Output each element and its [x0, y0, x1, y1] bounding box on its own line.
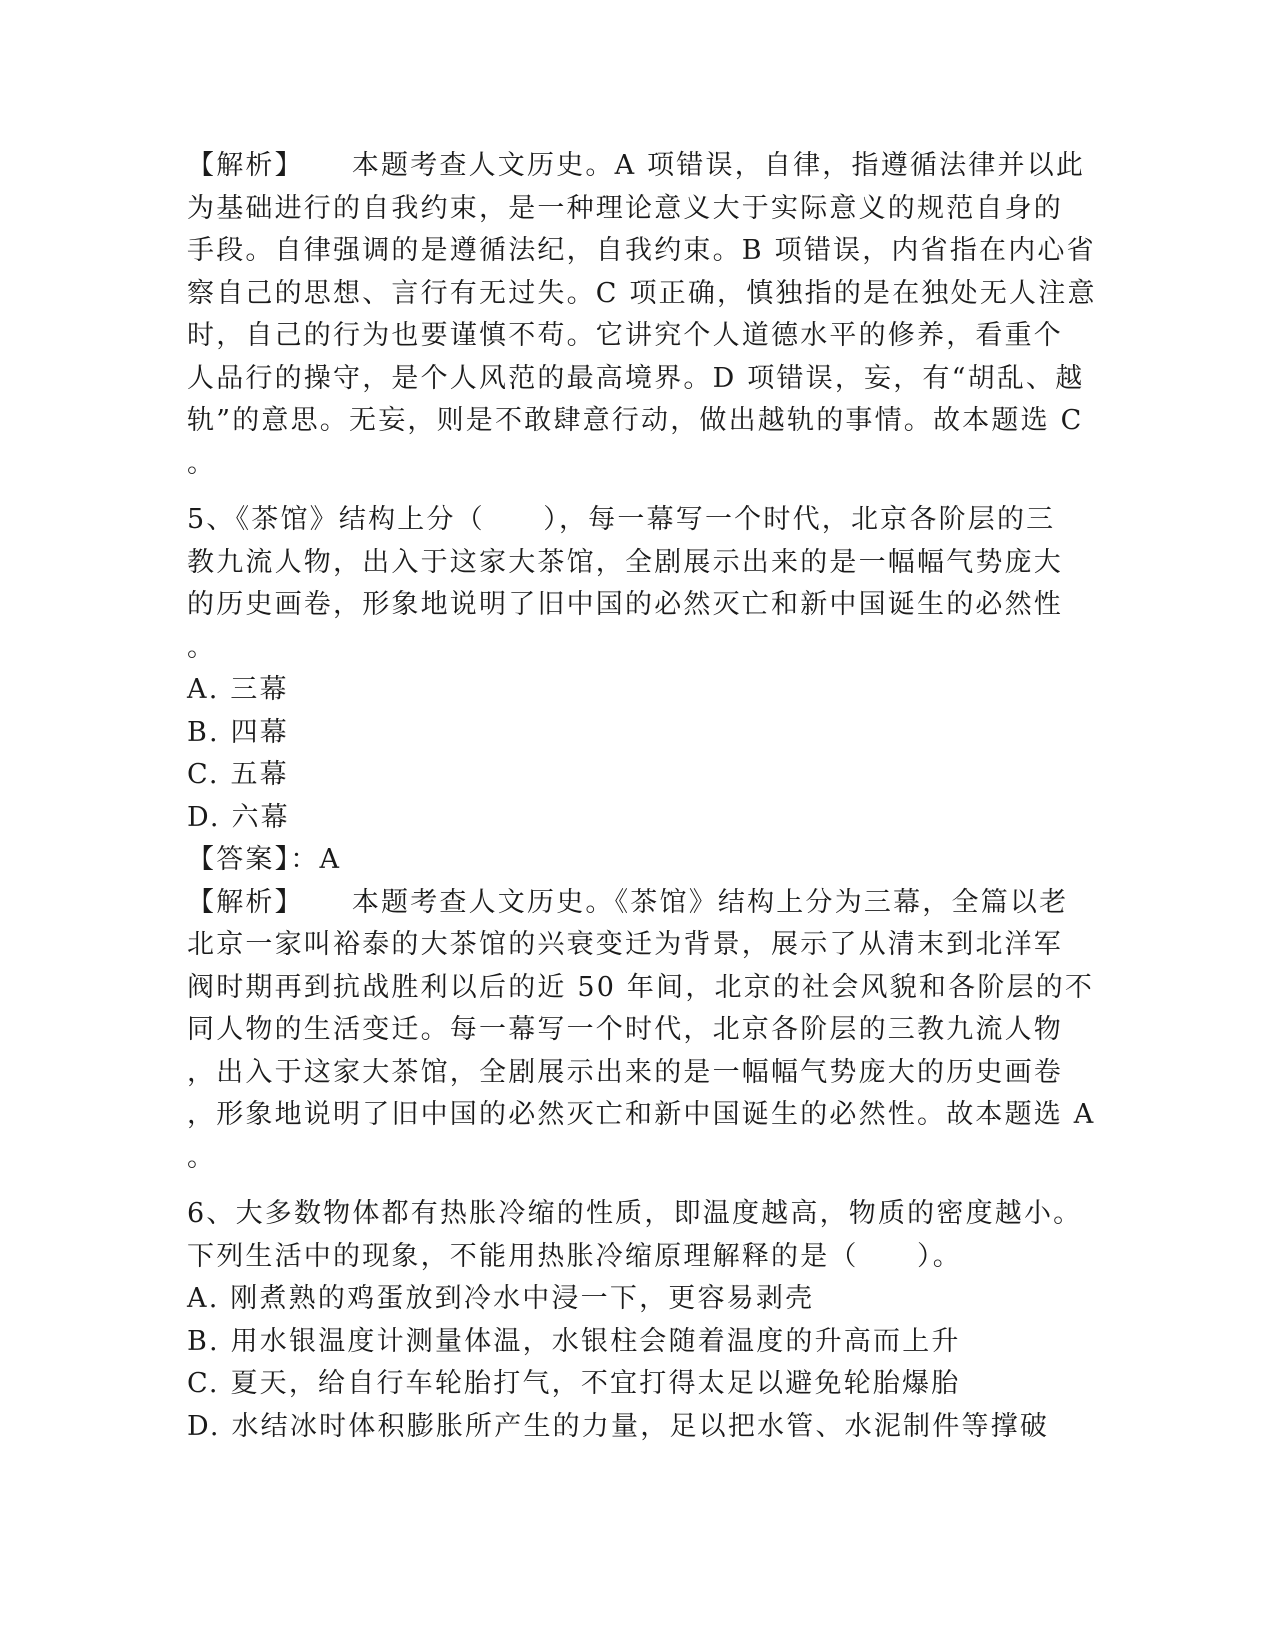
q4-analysis-line-7: 轨”的意思。无妄，则是不敢肆意行动，做出越轨的事情。故本题选 C	[187, 405, 1084, 436]
q6-option-b: B. 用水银温度计测量体温，水银柱会随着温度的升高而上升	[187, 1325, 961, 1357]
q5-stem-line-3: 的历史画卷，形象地说明了旧中国的必然灭亡和新中国诞生的必然性	[187, 589, 1063, 620]
q6-option-d: D. 水结冰时体积膨胀所产生的力量，足以把水管、水泥制件等撑破	[187, 1410, 1050, 1442]
q4-analysis	[187, 145, 1097, 485]
q5-analysis-line-4: 同人物的生活变迁。每一幕写一个时代，北京各阶层的三教九流人物	[187, 1014, 1063, 1045]
q5-analysis-line-2: 北京一家叫裕泰的大茶馆的兴衰变迁为背景，展示了从清末到北洋军	[187, 929, 1063, 960]
analysis-label: 【解析】	[187, 150, 304, 181]
q4-analysis-line-8: 。	[187, 447, 217, 479]
q5-analysis-line-5: ，出入于这家大茶馆，全剧展示出来的是一幅幅气势庞大的历史画卷	[187, 1056, 1063, 1088]
q5-analysis-line-7: 。	[187, 1141, 217, 1173]
q4-analysis-line-3: 手段。自律强调的是遵循法纪，自我约束。B 项错误，内省指在内心省	[187, 235, 1096, 266]
q4-analysis-line-6: 人品行的操守，是个人风范的最高境界。D 项错误，妄，有“胡乱、越	[187, 362, 1085, 394]
q4-analysis-line-4: 察自己的思想、言行有无过失。C 项正确，慎独指的是在独处无人注意	[187, 277, 1097, 309]
q4-analysis-line-2: 为基础进行的自我约束，是一种理论意义大于实际意义的规范自身的	[187, 192, 1063, 224]
q5-option-b: B. 四幕	[187, 716, 290, 748]
q5-stem-line-2: 教九流人物，出入于这家大茶馆，全剧展示出来的是一幅幅气势庞大	[187, 546, 1063, 578]
q5-stem-line-4: 。	[187, 631, 217, 663]
q5-answer: 【答案】：A	[187, 844, 342, 875]
q5-option-d: D. 六幕	[187, 801, 290, 833]
question-6	[187, 1193, 1087, 1448]
q5-stem-line-1: 5、《茶馆》结构上分（ ），每一幕写一个时代，北京各阶层的三	[187, 504, 1056, 535]
q5-option-a: A. 三幕	[187, 674, 289, 705]
question-5	[187, 499, 1096, 1179]
q5-analysis-line-3: 阀时期再到抗战胜利以后的近 50 年间，北京的社会风貌和各阶层的不	[187, 971, 1095, 1003]
analysis-label: 【解析】	[187, 886, 304, 918]
document-page	[187, 145, 1097, 1448]
q5-option-c: C. 五幕	[187, 759, 289, 790]
q5-analysis-line-6: ，形象地说明了旧中国的必然灭亡和新中国诞生的必然性。故本题选 A	[187, 1099, 1096, 1130]
q6-option-a: A. 刚煮熟的鸡蛋放到冷水中浸一下，更容易剥壳	[187, 1283, 815, 1314]
q6-stem-line-2: 下列生活中的现象，不能用热胀冷缩原理解释的是（ ）。	[187, 1240, 962, 1272]
q5-analysis-line-1: 【解析】 本题考查人文历史。《茶馆》结构上分为三幕，全篇以老	[187, 886, 1069, 918]
q6-stem-line-1: 6、大多数物体都有热胀冷缩的性质，即温度越高，物质的密度越小。	[187, 1198, 1083, 1229]
q4-analysis-line-5: 时，自己的行为也要谨慎不苟。它讲究个人道德水平的修养，看重个	[187, 320, 1063, 351]
q6-option-c: C. 夏天，给自行车轮胎打气，不宜打得太足以避免轮胎爆胎	[187, 1368, 961, 1399]
q4-analysis-line-1: 【解析】 本题考查人文历史。A 项错误，自律，指遵循法律并以此	[187, 150, 1086, 181]
